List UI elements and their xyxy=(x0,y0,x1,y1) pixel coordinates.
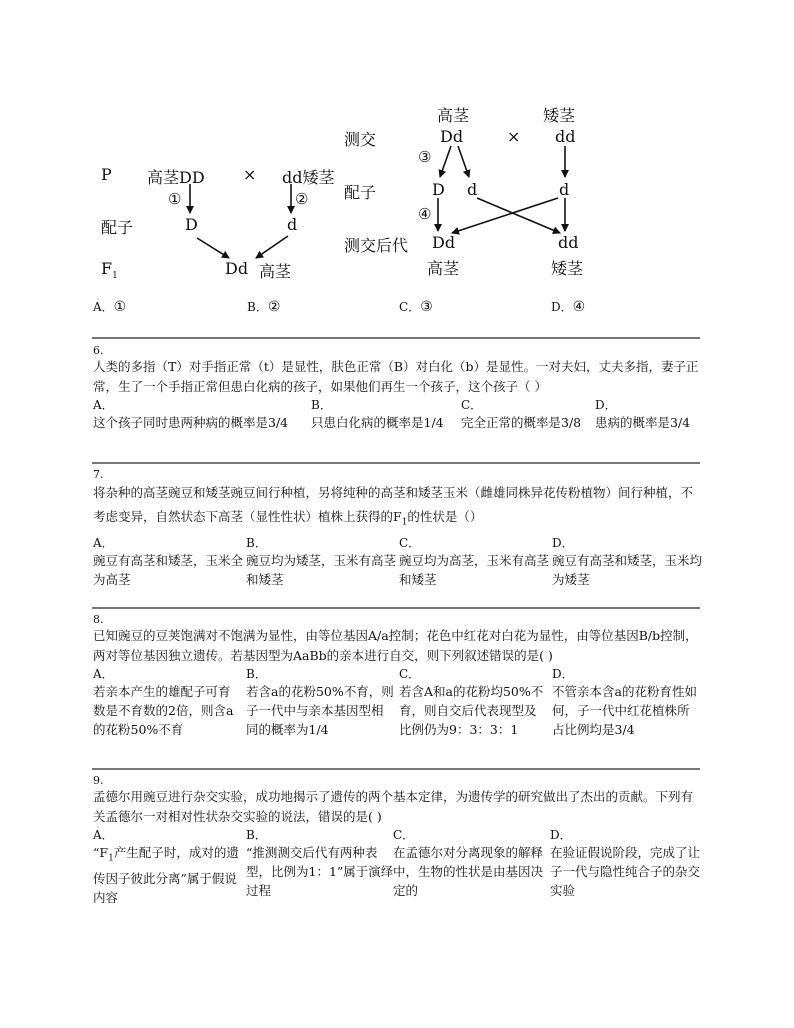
offspring-dd-right: dd xyxy=(558,233,579,252)
q8-option-c-text: 若含A和a的花粉均50%不育，则自交后代表现型及比例仍为9：3：3：1 xyxy=(399,684,544,737)
testcross-label: 测交 xyxy=(344,130,377,149)
q9-option-a-text-part2: 产生配子时，成对的遗传因子彼此分离”属于假说内容 xyxy=(93,845,239,905)
divider xyxy=(92,462,700,464)
q6-option-d-label: D． xyxy=(595,398,617,412)
question-7 xyxy=(93,469,703,591)
q9-option-b[interactable] xyxy=(246,827,394,900)
q9-option-d-text: 在验证假说阶段，完成了让子一代与隐性纯合子的杂交实验 xyxy=(550,845,701,898)
arrow-d2-to-Dd-cross xyxy=(452,198,558,233)
q8-options xyxy=(93,666,703,742)
q6-option-c[interactable] xyxy=(461,397,596,432)
arrow-Dd-to-d xyxy=(458,146,469,177)
offspring-trait: 高茎 xyxy=(259,262,292,281)
q7-options xyxy=(93,535,703,591)
step-4-marker: ④ xyxy=(418,205,432,223)
q5-option-c[interactable] xyxy=(399,298,433,315)
q7-option-c-label: C． xyxy=(399,535,421,550)
q7-stem-subscript: 1 xyxy=(401,517,408,528)
q6-options xyxy=(93,397,703,435)
p-label: P xyxy=(101,165,112,184)
step-3-marker: ③ xyxy=(418,148,432,166)
q8-option-a[interactable] xyxy=(93,666,241,739)
arrow-d-to-dd-cross xyxy=(477,198,560,233)
q9-option-b-text: “推测测交后代有两种表型，比例为1：1”属于演绎过程 xyxy=(246,845,394,898)
q5-option-a[interactable] xyxy=(93,298,126,315)
q5-option-a-value: ① xyxy=(113,299,127,315)
q8-option-a-text: 若亲本产生的雄配子可育数是不育数的2倍，则含a的花粉50%不育 xyxy=(93,684,234,737)
q6-option-d[interactable] xyxy=(595,397,705,432)
q7-stem-part2: 的性状是（） xyxy=(407,509,483,524)
q9-option-c-text: 在孟德尔对分离现象的解释中，生物的性状是由基因决定的 xyxy=(393,845,544,898)
parent-tall-dd: 高茎DD xyxy=(147,168,205,187)
q6-option-b-text: 只患白化病的概率是1/4 xyxy=(311,415,444,430)
q7-option-d[interactable] xyxy=(552,535,704,589)
q8-option-a-label: A． xyxy=(93,667,114,681)
q5-option-b-value: ② xyxy=(267,299,281,315)
q6-option-a[interactable] xyxy=(93,397,308,432)
divider xyxy=(92,337,700,339)
q9-option-c-label: C． xyxy=(393,828,415,842)
offspring-trait-tall: 高茎 xyxy=(427,259,460,278)
q8-option-c[interactable] xyxy=(399,666,547,739)
q8-stem: 已知豌豆的豆荚饱满对不饱满为显性，由等位基因A/a控制；花色中红花对白花为显性，由等位基因B/b控制，两对等位基因独立遗传。若基因型为AaBb的亲本进行自交，则下列叙述错误的是( ) xyxy=(93,628,698,663)
q7-stem-part1: 将杂种的高茎豌豆和矮茎豌豆间行种植，另将纯种的高茎和矮茎玉米（雌雄同株异花传粉植物）间行种植，不考虑变异，自然状态下高茎（显性性状）植株上获得的F xyxy=(93,485,694,524)
cross-symbol: × xyxy=(243,165,257,184)
q9-option-a-text-part1: “F xyxy=(93,845,109,860)
f1-subscript: 1 xyxy=(112,271,118,282)
parent-short-dd: dd矮茎 xyxy=(282,168,335,187)
q7-option-d-text: 豌豆有高茎和矮茎，玉米均为矮茎 xyxy=(552,552,703,587)
q8-option-b[interactable] xyxy=(246,666,394,739)
q7-stem xyxy=(93,481,703,535)
q6-option-d-text: 患病的概率是3/4 xyxy=(595,415,691,430)
question-6 xyxy=(93,345,703,435)
q8-option-b-text: 若含a的花粉50%不育，则子一代中与亲本基因型相同的概率为1/4 xyxy=(246,684,394,737)
parent-Dd: Dd xyxy=(440,127,464,146)
q5-option-d-label: D． xyxy=(551,300,573,314)
gamete-label-right: 配子 xyxy=(344,183,377,202)
q9-option-a-subscript: 1 xyxy=(108,853,114,864)
q8-option-d-text: 不管亲本含a的花粉育性如何，子一代中红花植株所占比例均是3/4 xyxy=(552,684,697,737)
gamete-D: D xyxy=(185,215,198,234)
divider xyxy=(92,768,700,770)
q9-option-b-label: B． xyxy=(246,828,267,842)
q9-stem: 孟德尔用豌豆进行杂交实验，成功地揭示了遗传的两个基本定律，为遗传学的研究做出了杰出的贡献。下列有关孟德尔一对相对性状杂交实验的说法，错误的是( ) xyxy=(93,789,694,824)
q7-option-a[interactable] xyxy=(93,535,245,589)
q9-option-a-label: A． xyxy=(93,828,114,842)
tall-header: 高茎 xyxy=(437,106,470,125)
q7-option-b-label: B． xyxy=(246,535,267,550)
q8-option-d-label: D． xyxy=(552,667,574,681)
q9-option-d[interactable] xyxy=(550,827,702,900)
q7-option-b[interactable] xyxy=(246,535,398,589)
gamete-d-right-2: d xyxy=(559,180,570,199)
q6-option-b[interactable] xyxy=(311,397,461,432)
q5-option-c-label: C． xyxy=(399,300,421,314)
offspring-Dd: Dd xyxy=(225,259,249,278)
arrow-Dd-to-D xyxy=(440,146,451,177)
q8-number: 8. xyxy=(93,613,104,626)
q6-stem: 人类的多指（T）对手指正常（t）是显性，肤色正常（B）对白化（b）是显性。一对夫妇，丈夫多指，妻子正常，生了一个手指正常但患白化病的孩子，如果他们再生一个孩子，这个孩子（ ） xyxy=(93,359,699,394)
step-1-marker: ① xyxy=(168,190,182,208)
q9-number: 9. xyxy=(93,774,104,787)
q7-option-c[interactable] xyxy=(399,535,551,589)
q5-option-d-value: ④ xyxy=(572,299,586,315)
gamete-d-right-1: d xyxy=(467,180,478,199)
offspring-Dd-right: Dd xyxy=(432,233,456,252)
q6-option-b-label: B． xyxy=(311,398,332,412)
gamete-label: 配子 xyxy=(101,218,134,237)
gamete-D-right: D xyxy=(432,180,445,199)
q5-option-d[interactable] xyxy=(551,298,585,315)
short-header: 矮茎 xyxy=(543,106,576,125)
q6-option-c-label: C． xyxy=(461,398,483,412)
q5-option-b[interactable] xyxy=(247,298,280,315)
question-9 xyxy=(93,775,703,903)
q7-option-c-text: 豌豆均为高茎，玉米有高茎和矮茎 xyxy=(399,552,550,587)
q6-option-a-label: A． xyxy=(93,398,114,412)
arrow-d-to-f1 xyxy=(256,236,288,258)
q9-option-c[interactable] xyxy=(393,827,543,900)
q6-option-c-text: 完全正常的概率是3/8 xyxy=(461,415,582,430)
q5-option-c-value: ③ xyxy=(420,299,433,315)
offspring-label: 测交后代 xyxy=(344,236,409,255)
q8-option-b-label: B． xyxy=(246,667,267,681)
f1-letter: F xyxy=(101,259,113,278)
q7-option-a-label: A． xyxy=(93,535,114,550)
q9-option-d-label: D． xyxy=(550,828,572,842)
q6-option-a-text: 这个孩子同时患两种病的概率是3/4 xyxy=(93,415,289,430)
q5-option-b-label: B． xyxy=(247,300,268,314)
q7-option-a-text: 豌豆有高茎和矮茎，玉米全为高茎 xyxy=(93,552,244,587)
divider xyxy=(92,607,700,609)
q8-option-c-label: C． xyxy=(399,667,421,681)
q5-option-a-label: A． xyxy=(93,300,114,314)
q7-option-d-label: D． xyxy=(552,535,574,550)
arrow-D-to-f1 xyxy=(197,238,229,258)
q6-number: 6. xyxy=(93,344,104,357)
gamete-d: d xyxy=(287,215,298,234)
q7-number: 7. xyxy=(93,468,104,481)
offspring-trait-short: 矮茎 xyxy=(551,259,584,278)
question-8 xyxy=(93,614,703,742)
q7-option-b-text: 豌豆均为矮茎，玉米有高茎和矮茎 xyxy=(246,552,397,587)
cross-arrows xyxy=(0,0,794,340)
q9-options xyxy=(93,827,703,903)
q8-option-d[interactable] xyxy=(552,666,700,739)
cross-symbol-right: × xyxy=(507,127,521,146)
step-2-marker: ② xyxy=(295,190,309,208)
q9-option-a[interactable] xyxy=(93,827,241,907)
parent-dd: dd xyxy=(555,127,576,146)
